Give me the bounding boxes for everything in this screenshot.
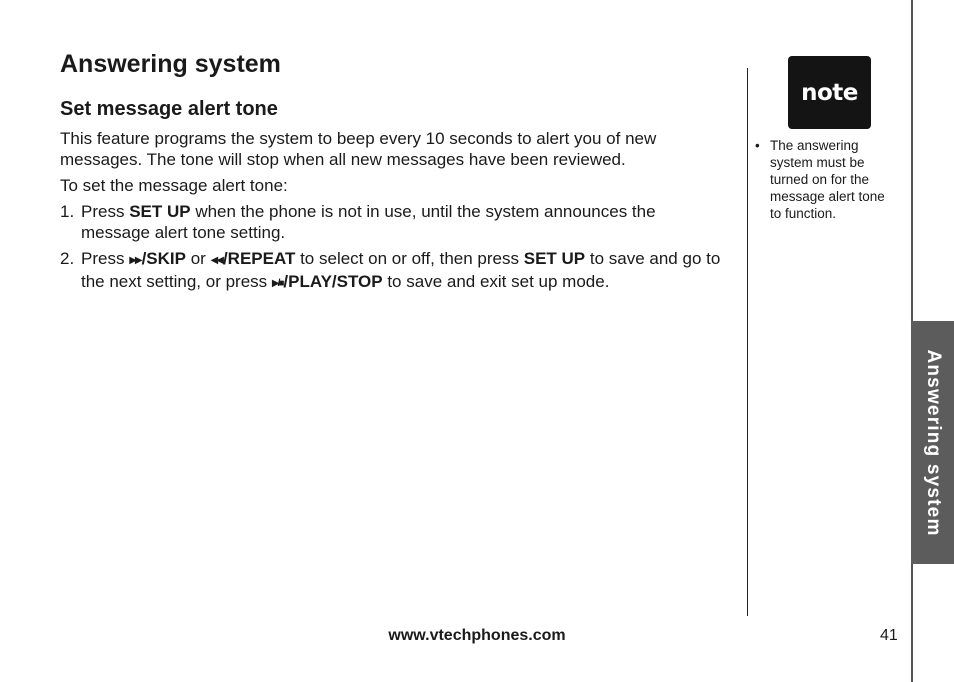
- skip-key-label: /SKIP: [141, 249, 186, 268]
- bullet-icon: •: [755, 138, 760, 153]
- step-number: 2.: [60, 249, 75, 268]
- step-number: 1.: [60, 202, 75, 221]
- skip-icon: ▶▶: [129, 255, 141, 266]
- play-stop-icon: ▶/■: [271, 278, 283, 289]
- setup-key-label: SET UP: [129, 202, 191, 221]
- note-item: [755, 137, 893, 222]
- step-2: [60, 248, 726, 294]
- steps-list: [60, 201, 726, 299]
- note-badge: note: [788, 56, 871, 129]
- repeat-key-label: /REPEAT: [222, 249, 296, 268]
- step-text: Press: [81, 249, 130, 268]
- footer-url: www.vtechphones.com: [388, 627, 566, 644]
- repeat-icon: ◀◀: [210, 255, 222, 266]
- steps-lead: To set the message alert tone:: [60, 176, 288, 195]
- intro-paragraph: This feature programs the system to beep every 10 seconds to alert you of new messages. The tone will stop when all new messages have been reviewed.: [60, 129, 657, 169]
- section-title: Set message alert tone: [60, 98, 278, 120]
- step-text: to save and go to the next setting, or press: [81, 249, 721, 291]
- column-divider: [747, 68, 748, 616]
- page-title: Answering system: [60, 50, 281, 78]
- setup-key-label: SET UP: [523, 249, 586, 268]
- step-text: to select on or off, then press: [295, 249, 524, 268]
- step-text: to save and exit set up mode.: [382, 272, 610, 291]
- chapter-tab-label: Answering system: [922, 348, 944, 537]
- step-text: or: [185, 249, 211, 268]
- play-stop-key-label: /PLAY/STOP: [283, 272, 383, 291]
- note-text: The answering system must be turned on for the message alert tone to function.: [770, 138, 885, 221]
- step-1: [60, 201, 726, 243]
- chapter-tab: [911, 321, 954, 564]
- step-text: Press: [81, 202, 130, 221]
- note-list: [755, 137, 893, 222]
- step-text: when the phone is not in use, until the system announces the message alert tone setting.: [81, 202, 656, 242]
- page-number: 41: [880, 627, 898, 644]
